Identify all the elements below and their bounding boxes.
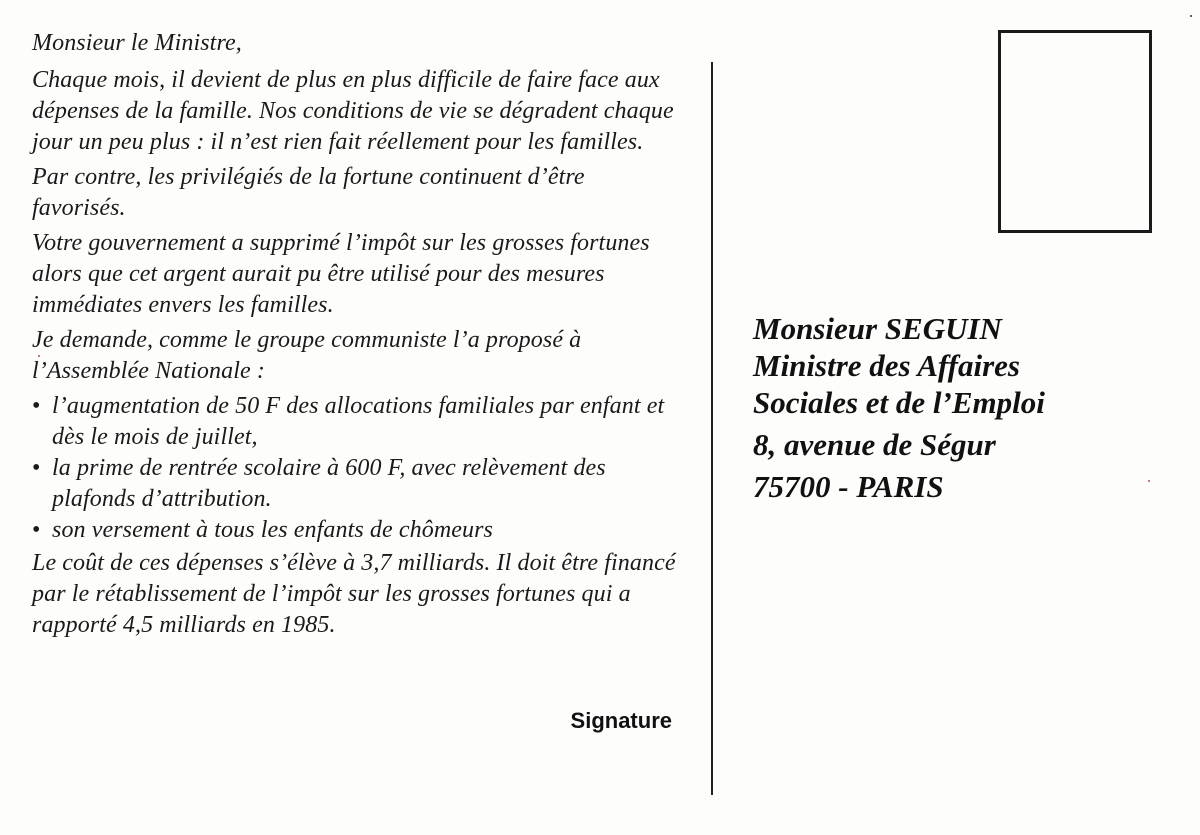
letter-paragraph: Je demande, comme le groupe communiste l’a proposé à l’Assemblée Nationale : bbox=[32, 327, 582, 384]
demand-text: la prime de rentrée scolaire à 600 F, avec relèvement des plafonds d’attribution. bbox=[52, 455, 606, 512]
demand-text: son versement à tous les enfants de chômeurs bbox=[52, 517, 493, 543]
demand-text: l’augmentation de 50 F des allocations familiales par enfant et dès le mois de juillet, bbox=[52, 393, 665, 450]
letter-paragraph: Votre gouvernement a supprimé l’impôt sur les grosses fortunes alors que cet argent aurait pu être utilisé pour des mesures immédiates envers les familles. bbox=[32, 230, 650, 318]
list-item bbox=[32, 515, 680, 546]
paper-speck bbox=[38, 355, 40, 357]
list-item bbox=[32, 391, 680, 453]
letter-salutation: Monsieur le Ministre, bbox=[32, 30, 242, 56]
signature-label: Signature bbox=[570, 708, 672, 733]
letter-paragraph: Le coût de ces dépenses s’élève à 3,7 milliards. Il doit être financé par le rétablissement de l’impôt sur les grosses fortunes qui a rapporté 4,5 milliards en 1985. bbox=[32, 550, 676, 638]
address-recipient: Monsieur SEGUIN bbox=[753, 311, 1002, 346]
stamp-box bbox=[998, 30, 1152, 233]
recipient-address bbox=[753, 310, 1183, 505]
paper-speck bbox=[1190, 15, 1192, 17]
bullet-icon: • bbox=[32, 455, 41, 481]
demands-list bbox=[32, 391, 680, 546]
letter-paragraph: Par contre, les privilégiés de la fortune continuent d’être favorisés. bbox=[32, 164, 585, 221]
letter-body bbox=[32, 28, 680, 645]
bullet-icon: • bbox=[32, 393, 41, 419]
list-item bbox=[32, 453, 680, 515]
address-city: 75700 - PARIS bbox=[753, 469, 944, 504]
address-title-line: Sociales et de l’Emploi bbox=[753, 385, 1045, 420]
address-street: 8, avenue de Ségur bbox=[753, 427, 996, 462]
paper-speck bbox=[1148, 480, 1150, 482]
bullet-icon: • bbox=[32, 517, 41, 543]
postcard-divider bbox=[711, 62, 713, 795]
address-title-line: Ministre des Affaires bbox=[753, 348, 1020, 383]
letter-paragraph: Chaque mois, il devient de plus en plus difficile de faire face aux dépenses de la famille. Nos conditions de vie se dégradent chaque jour un peu plus : il n’est rien fait réellement pour les familles. bbox=[32, 67, 674, 155]
